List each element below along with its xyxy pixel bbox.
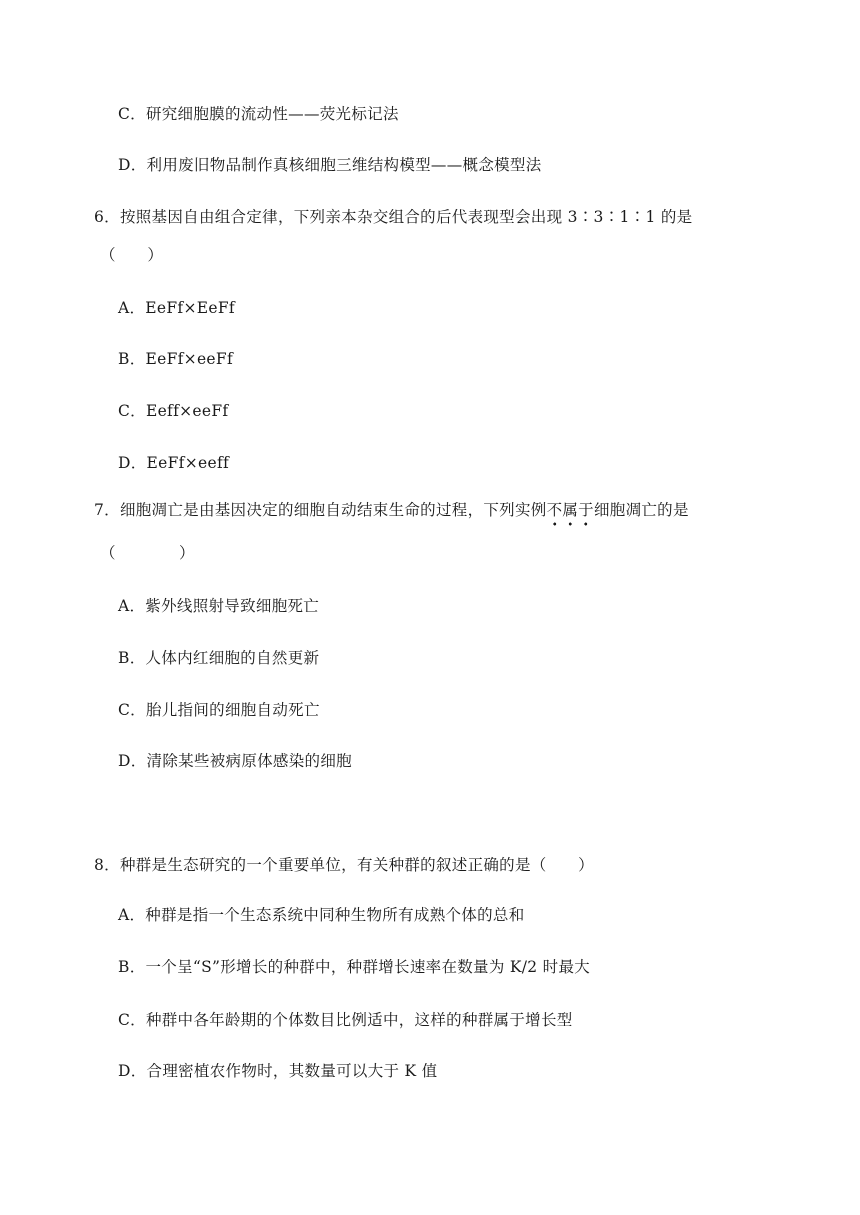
q8-option-d: D．合理密植农作物时，其数量可以大于 K 值 [118, 1062, 438, 1080]
q6-stem: 6．按照基因自由组合定律，下列亲本杂交组合的后代表现型会出现 3∶3∶1∶1 的是 [94, 208, 693, 226]
q5-option-c: C．研究细胞膜的流动性——荧光标记法 [118, 105, 399, 123]
q6-option-a: A．EeFf×EeFf [118, 299, 235, 317]
q8-stem: 8．种群是生态研究的一个重要单位，有关种群的叙述正确的是（ ） [94, 856, 594, 874]
q7-option-a: A．紫外线照射导致细胞死亡 [118, 597, 320, 615]
q6-answer-blank: （ ） [100, 246, 164, 264]
q7-stem-before: 7．细胞凋亡是由基因决定的细胞自动结束生命的过程，下列实例 [94, 501, 547, 519]
q7-stem-emphasis: 不属于 [546, 501, 594, 519]
q8-option-b: B．一个呈“S”形增长的种群中，种群增长速率在数量为 K/2 时最大 [118, 958, 591, 976]
q6-option-c: C．Eeff×eeFf [118, 402, 229, 420]
q7-option-c: C．胎儿指间的细胞自动死亡 [118, 701, 320, 719]
q7-stem [94, 500, 689, 520]
q6-option-b: B．EeFf×eeFf [118, 350, 233, 368]
q5-option-d: D．利用废旧物品制作真核细胞三维结构模型——概念模型法 [118, 156, 542, 174]
q7-option-d: D．清除某些被病原体感染的细胞 [118, 752, 352, 770]
q8-option-a: A．种群是指一个生态系统中同种生物所有成熟个体的总和 [118, 906, 525, 924]
q7-option-b: B．人体内红细胞的自然更新 [118, 649, 320, 667]
q8-option-c: C．种群中各年龄期的个体数目比例适中，这样的种群属于增长型 [118, 1011, 573, 1029]
q7-answer-blank: （ ） [100, 544, 195, 562]
q6-option-d: D．EeFf×eeff [118, 454, 230, 472]
q7-stem-after: 细胞凋亡的是 [593, 501, 689, 519]
